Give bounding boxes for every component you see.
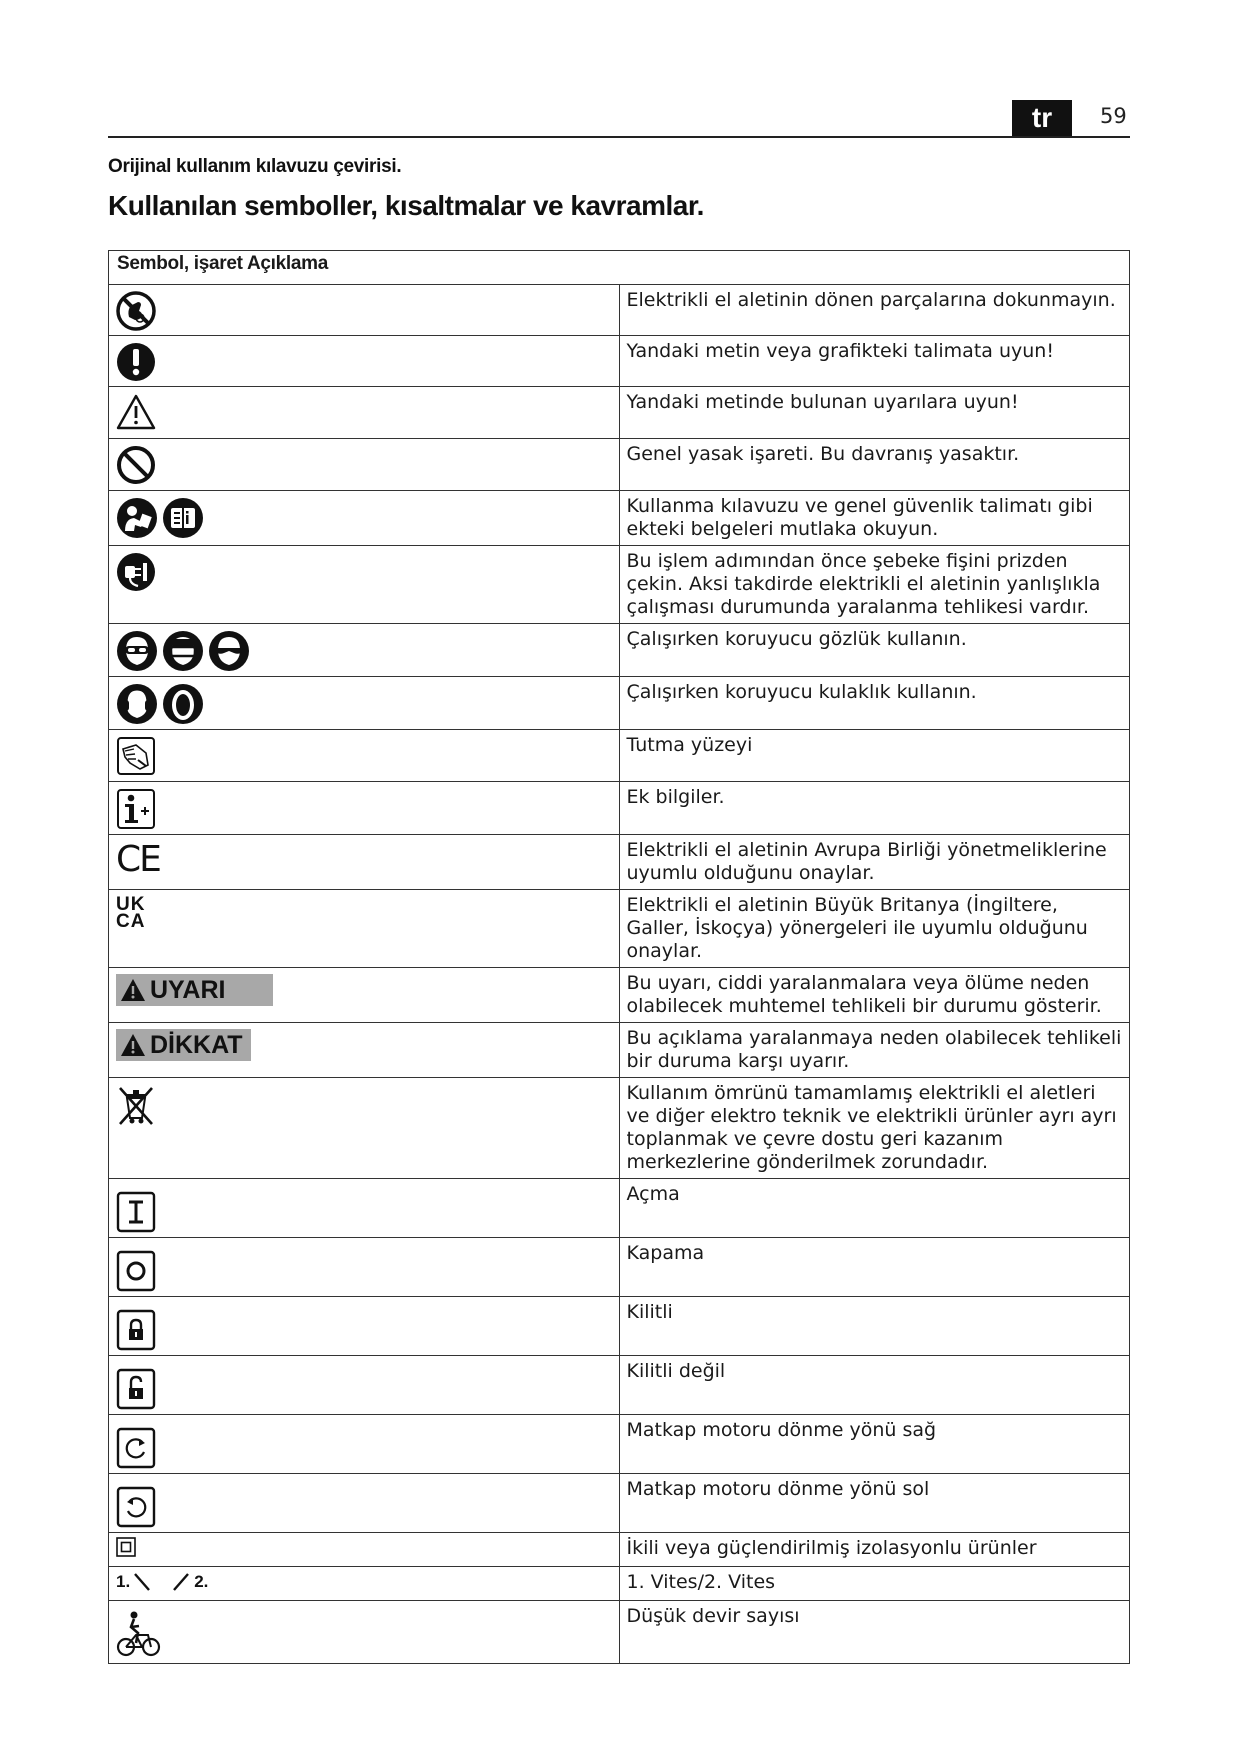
table-header: Sembol, işaret Açıklama <box>109 251 1130 285</box>
table-row <box>109 285 1130 336</box>
table-row <box>109 624 1130 677</box>
gear-1-lever-icon <box>132 1571 154 1593</box>
prohibition-icon <box>116 445 156 485</box>
symbols-table <box>108 250 1130 1664</box>
row-description: Elektrikli el aletinin dönen parçalarına dokunmayın. <box>619 285 1130 336</box>
info-icon <box>116 788 156 830</box>
row-description: Genel yasak işareti. Bu davranış yasaktır. <box>619 439 1130 491</box>
table-row <box>109 1533 1130 1567</box>
face-shield-icon <box>162 630 204 672</box>
table-row <box>109 1023 1130 1078</box>
signal-word-text: UYARI <box>150 975 226 1004</box>
row-description: Elektrikli el aletinin Avrupa Birliği yönetmeliklerine uyumlu olduğunu onaylar. <box>619 835 1130 890</box>
locked-icon <box>116 1309 156 1351</box>
row-description: Kilitli <box>619 1297 1130 1356</box>
table-row <box>109 730 1130 782</box>
row-description: Bu açıklama yaralanmaya neden olabilecek tehlikeli bir duruma karşı uyarır. <box>619 1023 1130 1078</box>
grip-surface-icon <box>116 736 156 776</box>
language-badge: tr <box>1012 100 1072 136</box>
power-off-icon <box>116 1250 156 1292</box>
row-description: Elektrikli el aletinin Büyük Britanya (İngiltere, Galler, İskoçya) yönergeleri ile uyumlu olduğunu onaylar. <box>619 890 1130 968</box>
header-rule <box>108 136 1130 138</box>
row-description: Bu işlem adımından önce şebeke fişini prizden çekin. Aksi takdirde elektrikli el aletinin yanlışlıkla çalışması durumunda yaralanma tehlikesi vardır. <box>619 546 1130 624</box>
row-description: Kullanım ömrünü tamamlamış elektrikli el aletleri ve diğer elektro teknik ve elektrikli ürünler ayrı ayrı toplanmak ve çevre dostu geri kazanım merkezlerine gönderilmek zorundadır. <box>619 1078 1130 1179</box>
table-row <box>109 1415 1130 1474</box>
table-row <box>109 546 1130 624</box>
table-row <box>109 677 1130 730</box>
double-insulation-icon <box>116 1537 136 1557</box>
table-row <box>109 835 1130 890</box>
row-description: Yandaki metinde bulunan uyarılara uyun! <box>619 387 1130 439</box>
page-number: 59 <box>1100 104 1127 128</box>
row-description: Matkap motoru dönme yönü sol <box>619 1474 1130 1533</box>
warning-triangle-icon <box>120 978 146 1002</box>
table-row <box>109 968 1130 1023</box>
protective-glasses-icon <box>208 630 250 672</box>
table-row <box>109 1601 1130 1664</box>
table-row <box>109 1474 1130 1533</box>
gear-1-label: 1. <box>116 1572 131 1591</box>
row-description: Kullanma kılavuzu ve genel güvenlik talimatı gibi ekteki belgeleri mutlaka okuyun. <box>619 491 1130 546</box>
table-header-row <box>109 251 1130 285</box>
read-manual-icon <box>116 497 158 539</box>
row-description: Düşük devir sayısı <box>619 1601 1130 1664</box>
unlocked-icon <box>116 1368 156 1410</box>
mandatory-exclamation-icon <box>116 342 156 382</box>
row-description: İkili veya güçlendirilmiş izolasyonlu ürünler <box>619 1533 1130 1567</box>
ukca-mark-line: UK <box>116 894 146 915</box>
table-row <box>109 387 1130 439</box>
table-row <box>109 1238 1130 1297</box>
rotate-right-icon <box>116 1427 156 1469</box>
row-description: Kilitli değil <box>619 1356 1130 1415</box>
row-description: Tutma yüzeyi <box>619 730 1130 782</box>
row-description: Çalışırken koruyucu gözlük kullanın. <box>619 624 1130 677</box>
table-row <box>109 336 1130 387</box>
table-row <box>109 439 1130 491</box>
ukca-mark-line: CA <box>116 911 146 932</box>
warning-signal-word <box>116 974 273 1006</box>
page-title: Kullanılan semboller, kısaltmalar ve kavramlar. <box>108 190 704 221</box>
table-row <box>109 1179 1130 1238</box>
table-row <box>109 890 1130 968</box>
ukca-mark-icon <box>116 896 148 930</box>
warning-triangle-icon <box>120 1033 146 1057</box>
table-row <box>109 1567 1130 1601</box>
rotate-left-icon <box>116 1486 156 1528</box>
table-row <box>109 491 1130 546</box>
ear-protection-icon <box>116 683 158 725</box>
warning-triangle-icon <box>116 393 156 431</box>
row-description: 1. Vites/2. Vites <box>619 1567 1130 1601</box>
open-book-icon <box>162 497 204 539</box>
safety-goggles-icon <box>116 630 158 672</box>
row-description: Ek bilgiler. <box>619 782 1130 835</box>
row-description: Çalışırken koruyucu kulaklık kullanın. <box>619 677 1130 730</box>
caution-signal-word <box>116 1029 251 1061</box>
table-row <box>109 782 1130 835</box>
row-description: Kapama <box>619 1238 1130 1297</box>
gear-selector-icon <box>116 1571 619 1593</box>
crossed-out-bin-icon <box>116 1084 156 1128</box>
unplug-icon <box>116 552 156 592</box>
table-row <box>109 1078 1130 1179</box>
table-row <box>109 1356 1130 1415</box>
ce-mark-icon: CE <box>116 839 160 880</box>
gear-2-label: 2. <box>194 1572 209 1591</box>
document-subtitle: Orijinal kullanım kılavuzu çevirisi. <box>108 156 402 177</box>
ear-muffs-icon <box>162 683 204 725</box>
gear-2-lever-icon <box>170 1571 192 1593</box>
no-touch-rotating-parts-icon <box>116 291 156 331</box>
table-row <box>109 1297 1130 1356</box>
slow-speed-bicycle-icon <box>116 1609 162 1659</box>
signal-word-text: DİKKAT <box>150 1030 243 1059</box>
row-description: Açma <box>619 1179 1130 1238</box>
row-description: Matkap motoru dönme yönü sağ <box>619 1415 1130 1474</box>
power-on-icon <box>116 1191 156 1233</box>
row-description: Bu uyarı, ciddi yaralanmalara veya ölüme neden olabilecek muhtemel tehlikeli bir durumu gösterir. <box>619 968 1130 1023</box>
row-description: Yandaki metin veya grafikteki talimata uyun! <box>619 336 1130 387</box>
